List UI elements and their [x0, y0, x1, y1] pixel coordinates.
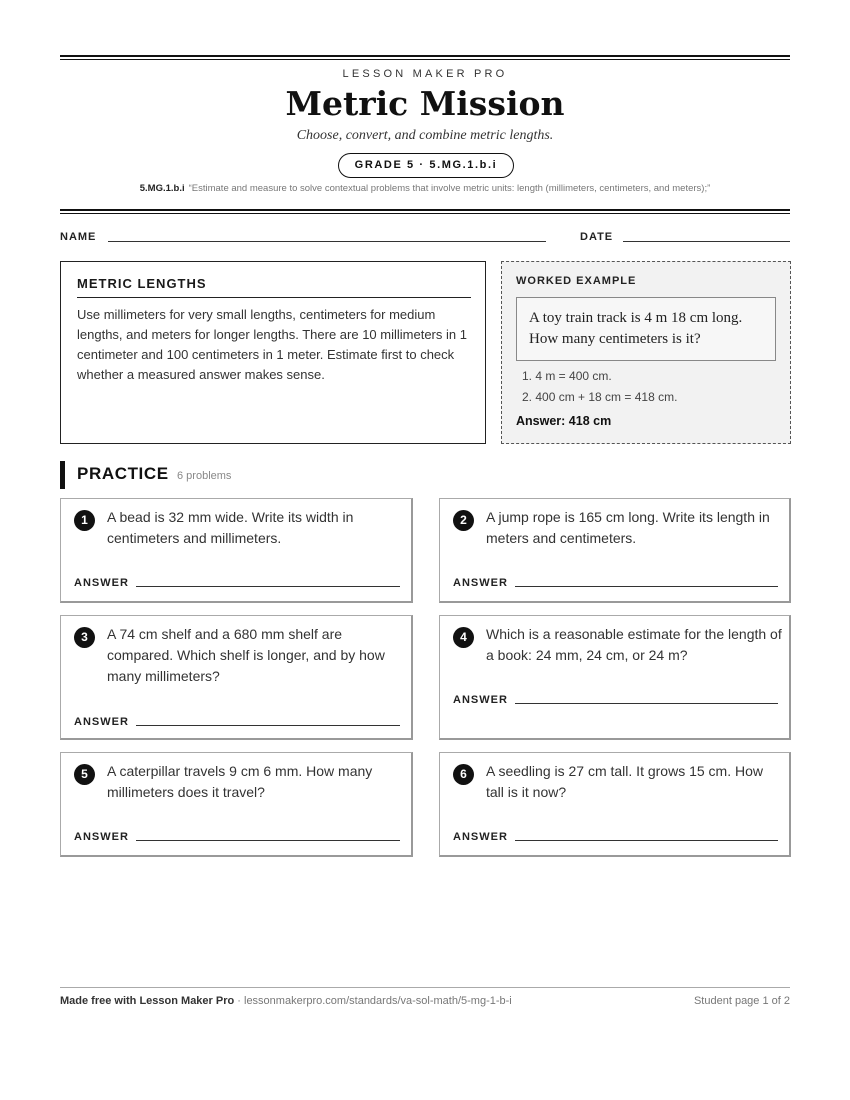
answer-label: ANSWER — [74, 577, 129, 589]
metric-lengths-panel — [60, 261, 486, 444]
answer-field[interactable] — [515, 840, 778, 841]
worked-example-steps — [516, 366, 778, 408]
answer-label: ANSWER — [74, 831, 129, 843]
date-label: DATE — [580, 231, 614, 243]
problem-card-6 — [439, 752, 791, 857]
answer-field[interactable] — [136, 586, 400, 587]
standard-code: 5.MG.1.b.i — [139, 183, 185, 194]
problem-number: 3 — [74, 627, 95, 648]
problem-number: 6 — [453, 764, 474, 785]
problem-number: 2 — [453, 510, 474, 531]
problem-text: A jump rope is 165 cm long. Write its length in meters and centimeters. — [486, 509, 770, 546]
problem-text: A bead is 32 mm wide. Write its width in centimeters and millimeters. — [107, 509, 354, 546]
practice-accent-bar — [60, 461, 65, 489]
header-top-rule — [60, 55, 790, 60]
problem-card-2 — [439, 498, 791, 603]
page-title: Metric Mission — [285, 84, 565, 123]
answer-label: ANSWER — [453, 577, 508, 589]
answer-field[interactable] — [136, 725, 400, 726]
standard-text: “Estimate and measure to solve contextual problems that involve metric units: length (millimeters, centimeters, and meters);” — [188, 183, 711, 194]
metric-lengths-body: Use millimeters for very small lengths, centimeters for medium lengths, and meters for longer lengths. There are 10 millimeters in 1 centimeter and 100 centimeters in 1 meter. Estimate first to check whether a measured answer makes sense. — [77, 307, 467, 382]
date-field[interactable] — [623, 241, 790, 242]
metric-lengths-heading: METRIC LENGTHS — [77, 276, 471, 298]
problem-card-3 — [60, 615, 413, 740]
answer-field[interactable] — [515, 586, 778, 587]
problem-number: 4 — [453, 627, 474, 648]
brand-name: LESSON MAKER PRO — [342, 68, 508, 80]
name-label: NAME — [60, 231, 97, 243]
problem-text: Which is a reasonable estimate for the length of a book: 24 mm, 24 cm, or 24 m? — [486, 626, 782, 663]
worked-example-answer: Answer: 418 cm — [516, 414, 612, 428]
problem-text: A seedling is 27 cm tall. It grows 15 cm. How tall is it now? — [486, 763, 763, 800]
practice-count: 6 problems — [177, 470, 232, 482]
problem-card-1 — [60, 498, 413, 603]
footer-url: · lessonmakerpro.com/standards/va-sol-math/5-mg-1-b-i — [234, 995, 512, 1007]
problem-card-5 — [60, 752, 413, 857]
practice-heading: PRACTICE — [77, 464, 169, 483]
worked-example-heading: WORKED EXAMPLE — [516, 275, 637, 287]
worked-example-panel — [501, 261, 791, 444]
worked-example-problem: A toy train track is 4 m 18 cm long. How many centimeters is it? — [516, 297, 776, 361]
answer-label: ANSWER — [453, 694, 508, 706]
problem-number: 5 — [74, 764, 95, 785]
answer-field[interactable] — [136, 840, 400, 841]
problem-card-4 — [439, 615, 791, 740]
page-subtitle: Choose, convert, and combine metric lengths. — [296, 128, 554, 143]
worked-example-step: 1. 4 m = 400 cm. — [522, 369, 612, 383]
grade-badge: GRADE 5 · 5.MG.1.b.i — [338, 153, 514, 178]
problem-number: 1 — [74, 510, 95, 531]
footer-page-number: Student page 1 of 2 — [693, 995, 790, 1007]
problem-text: A caterpillar travels 9 cm 6 mm. How many millimeters does it travel? — [107, 763, 373, 800]
problem-text: A 74 cm shelf and a 680 mm shelf are compared. Which shelf is longer, and by how many millimeters? — [107, 626, 385, 684]
footer-credit — [60, 995, 512, 1007]
answer-label: ANSWER — [74, 716, 129, 728]
header-bottom-rule — [60, 209, 790, 214]
worked-example-step: 2. 400 cm + 18 cm = 418 cm. — [522, 390, 678, 404]
answer-label: ANSWER — [453, 831, 508, 843]
standard-statement — [0, 183, 850, 194]
footer-rule — [60, 987, 790, 988]
footer-made-with: Made free with Lesson Maker Pro — [60, 995, 235, 1007]
name-field[interactable] — [108, 241, 546, 242]
answer-field[interactable] — [515, 703, 778, 704]
